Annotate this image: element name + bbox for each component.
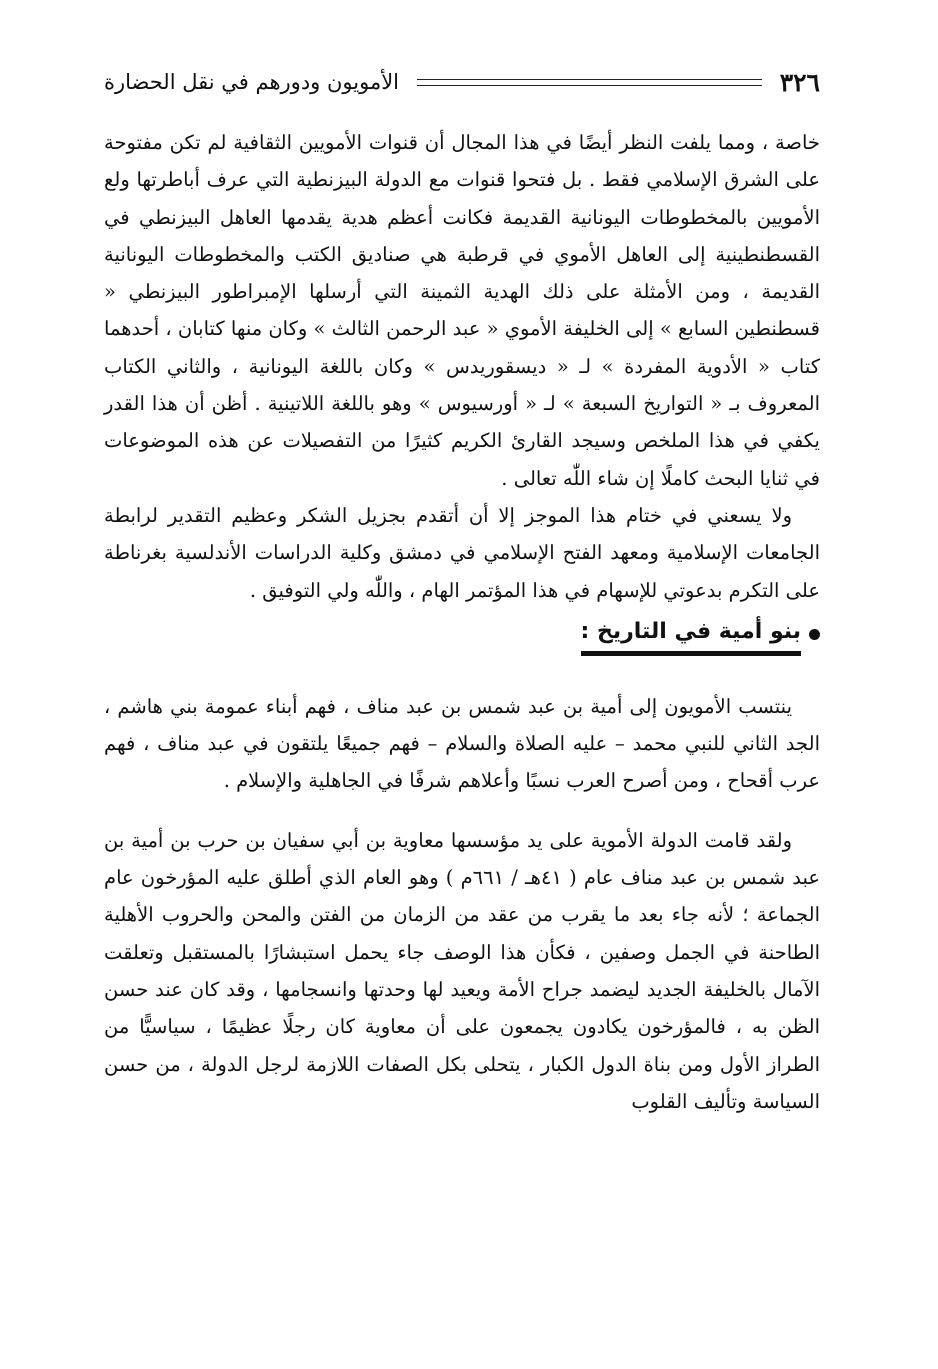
header-rule — [417, 79, 762, 86]
page-number: ٣٢٦ — [779, 67, 820, 97]
section-heading-label: بنو أمية في التاريخ : — [580, 618, 801, 644]
paragraph-gap — [104, 800, 820, 822]
paragraph: خاصة ، ومما يلفت النظر أيضًا في هذا المجال أن قنوات الأمويين الثقافية لم تكن مفتوحة على الشرق الإسلامي فقط . بل فتحوا قنوات مع الدولة البيزنطية التي عرف أباطرتها ولع الأمويين بالمخطوطات اليونانية القديمة فكانت أعظم هدية يقدمها العاهل البيزنطي في القسطنطينية إلى العاهل الأموي في قرطبة هي صناديق الكتب والمخطوطات اليونانية القديمة ، ومن الأمثلة على ذلك الهدية الثمينة التي أرسلها الإمبراطور البيزنطي « قسطنطين السابع » إلى الخليفة الأموي « عبد الرحمن الثالث » وكان منها كتابان ، أحدهما كتاب « الأدوية المفردة » لـ « ديسقوريدس » وكان باللغة اليونانية ، والثاني الكتاب المعروف بـ « التواريخ السبعة » لـ « أورسيوس » وهو باللغة اللاتينية . أظن أن هذا القدر يكفي في هذا الملخص وسيجد القارئ الكريم كثيرًا من التفصيلات عن هذه الموضوعات في ثنايا البحث كاملًا إن شاء اللّٰه تعالى . — [104, 131, 820, 490]
paragraph: ولقد قامت الدولة الأموية على يد مؤسسها معاوية بن أبي سفيان بن حرب بن أمية بن عبد شمس بن عبد مناف عام ( ٤١هـ / ٦٦١م ) وهو العام الذي أطلق عليه المؤرخون عام الجماعة ؛ لأنه جاء بعد ما يقرب من عقد من الزمان من الفتن والمحن والحروب الأهلية الطاحنة في الجمل وصفين ، فكأن هذا الوصف جاء يحمل استبشارًا بالمستقبل وتعلقت الآمال بالخليفة الجديد ليضمد جراح الأمة ويعيد لها وحدتها وانسجامها ، وقد كان عند حسن الظن به ، فالمؤرخون يكادون يجمعون على أن معاوية كان رجلًا عظيمًا ، سياسيًّا من الطراز الأول ومن بناة الدول الكبار ، يتحلى بكل الصفات اللازمة لرجل الدولة ، من حسن السياسة وتأليف القلوب — [104, 828, 821, 1113]
section-heading — [104, 619, 820, 650]
paragraph: ولا يسعني في ختام هذا الموجز إلا أن أتقدم بجزيل الشكر وعظيم التقدير لرابطة الجامعات الإسلامية ومعهد الفتح الإسلامي في دمشق وكلية الدراسات الأندلسية بغرناطة على التكرم بدعوتي للإسهام في هذا المؤتمر الهام ، واللّٰه ولي التوفيق . — [104, 503, 820, 602]
section-heading-text — [581, 619, 801, 650]
heading-underline — [581, 651, 801, 656]
body-text — [104, 124, 820, 1120]
paragraph: ينتسب الأمويون إلى أمية بن عبد شمس بن عبد مناف ، فهم أبناء عمومة بني هاشم ، الجد الثاني للنبي محمد – عليه الصلاة والسلام – فهم جميعًا يلتقون في عبد مناف ، فهم عرب أقحاح ، ومن أصرح العرب نسبًا وأعلاهم شرفًا في الجاهلية والإسلام . — [104, 694, 820, 793]
running-title: الأمويون ودورهم في نقل الحضارة — [104, 70, 400, 94]
page-header — [104, 62, 820, 102]
bullet-icon — [809, 629, 820, 640]
